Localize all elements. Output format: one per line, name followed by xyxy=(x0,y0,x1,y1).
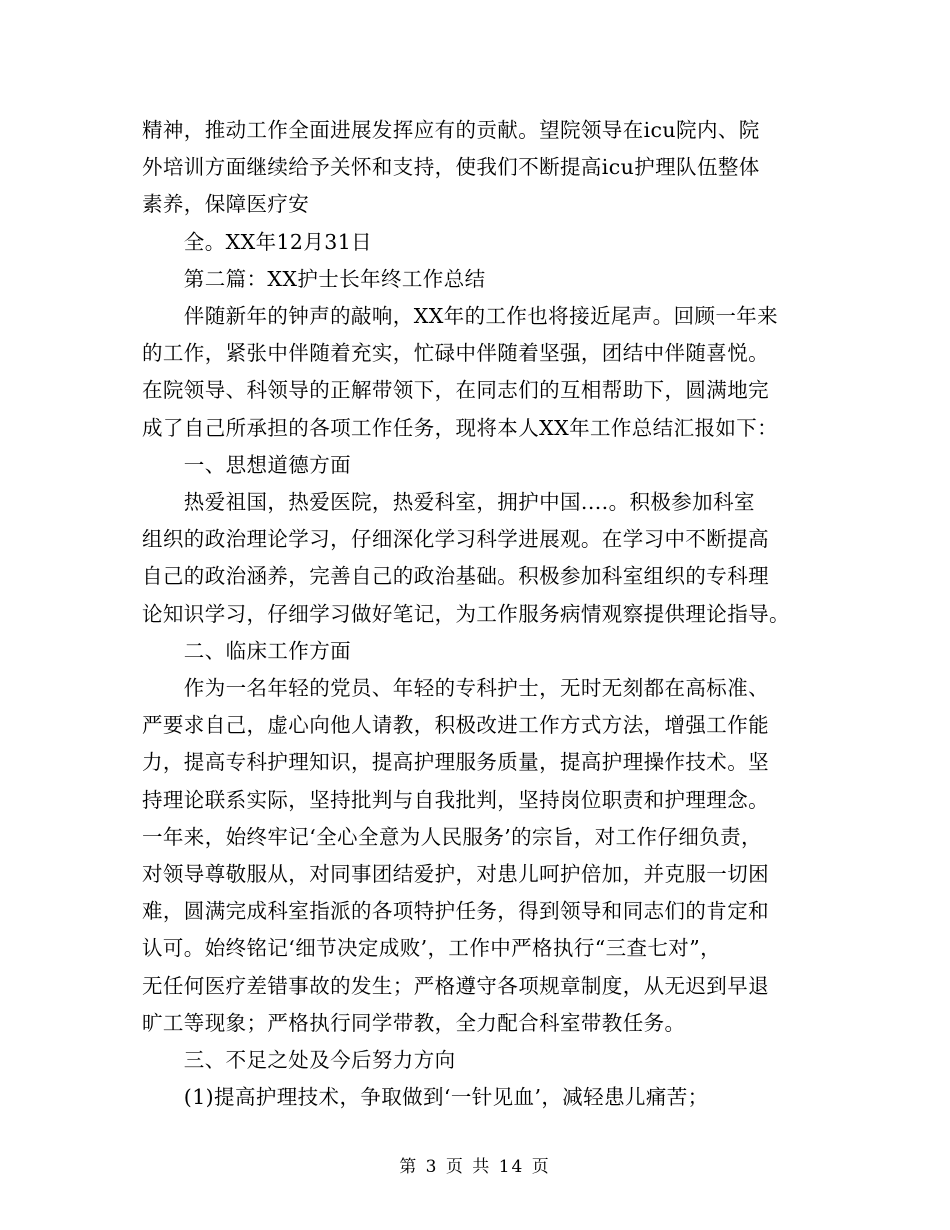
text-line: 严要求自己，虚心向他人请教，积极改进工作方式方法，增强工作能 xyxy=(142,713,769,738)
section-heading: 三、不足之处及今后努力方向 xyxy=(142,1048,456,1073)
page-footer: 第 3 页 共 14 页 xyxy=(399,1157,551,1177)
text-line: 组织的政治理论学习，仔细深化学习科学进展观。在学习中不断提高 xyxy=(142,527,769,552)
text-line: 自己的政治涵养，完善自己的政治基础。积极参加科室组织的专科理 xyxy=(142,564,769,589)
text-line: 在院领导、科领导的正解带领下，在同志们的互相帮助下，圆满地完 xyxy=(142,378,769,403)
text-line: 全。XX年12月31日 xyxy=(142,229,373,254)
text-line: (1)提高护理技术，争取做到‘一针见血’，减轻患儿痛苦； xyxy=(142,1085,709,1110)
section-heading: 一、思想道德方面 xyxy=(142,452,351,477)
text-line: 外培训方面继续给予关怀和支持，使我们不断提高icu护理队伍整体 xyxy=(142,155,760,180)
text-line: 作为一名年轻的党员、年轻的专科护士，无时无刻都在高标准、 xyxy=(142,676,769,701)
document-body xyxy=(142,112,810,1116)
text-line: 持理论联系实际，坚持批判与自我批判，坚持岗位职责和护理理念。 xyxy=(142,787,769,812)
text-line: 成了自己所承担的各项工作任务，现将本人XX年工作总结汇报如下： xyxy=(142,415,779,440)
text-line: 论知识学习，仔细学习做好笔记，为工作服务病情观察提供理论指导。 xyxy=(142,601,790,626)
text-line: 热爱祖国，热爱医院，热爱科室，拥护中国....。积极参加科室 xyxy=(142,490,755,515)
text-line: 力，提高专科护理知识，提高护理服务质量，提高护理操作技术。坚 xyxy=(142,750,769,775)
text-line: 精神，推动工作全面进展发挥应有的贡献。望院领导在icu院内、院 xyxy=(142,118,760,142)
text-line: 难，圆满完成科室指派的各项特护任务，得到领导和同志们的肯定和 xyxy=(142,899,769,924)
text-line: 旷工等现象；严格执行同学带教，全力配合科室带教任务。 xyxy=(142,1010,686,1035)
text-line: 一年来，始终牢记‘全心全意为人民服务’的宗旨，对工作仔细负责， xyxy=(142,824,762,849)
text-line: 伴随新年的钟声的敲响，XX年的工作也将接近尾声。回顾一年来 xyxy=(142,304,779,329)
text-line: 对领导尊敬服从，对同事团结爱护，对患儿呵护倍加，并克服一切困 xyxy=(142,862,769,887)
text-line: 无任何医疗差错事故的发生；严格遵守各项规章制度，从无迟到早退 xyxy=(142,973,769,998)
section-title: 第二篇：XX护士长年终工作总结 xyxy=(142,266,486,291)
section-heading: 二、临床工作方面 xyxy=(142,638,351,663)
text-line: 认可。始终铭记‘细节决定成败’，工作中严格执行“三查七对”， xyxy=(142,936,721,961)
text-line: 的工作，紧张中伴随着充实，忙碌中伴随着坚强，团结中伴随喜悦。 xyxy=(142,341,769,366)
text-line: 素养，保障医疗安 xyxy=(142,192,310,217)
